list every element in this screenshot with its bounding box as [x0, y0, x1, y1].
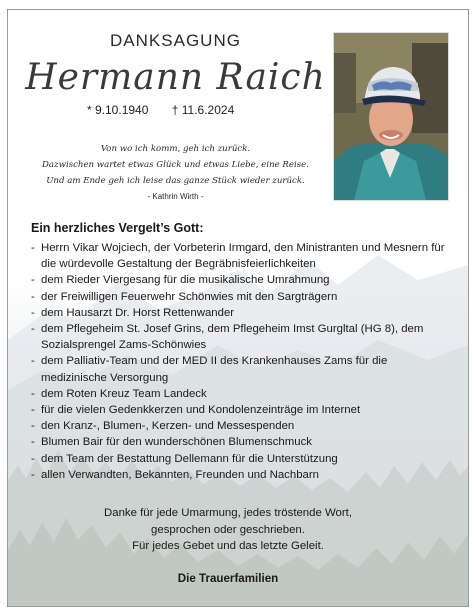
thanks-list	[31, 240, 451, 483]
list-item: - Herrn Vikar Wojciech, der Vorbeterin Irmgard, den Ministranten und Mesnern für die würdevolle Gestaltung der Begräbnisfeierlichkeiten	[31, 240, 451, 272]
portrait-image	[334, 33, 448, 200]
obituary-card	[7, 9, 469, 607]
closing-line: gesprochen oder geschrieben.	[151, 523, 305, 536]
closing-text	[68, 505, 388, 555]
life-dates	[87, 103, 277, 117]
list-item: - der Freiwilligen Feuerwehr Schönwies mit den Sargträgern	[31, 289, 451, 305]
thanks-title: Ein herzliches Vergelt’s Gott:	[31, 221, 204, 235]
poem	[8, 141, 343, 205]
closing-line: Für jedes Gebet und das letzte Geleit.	[132, 540, 324, 552]
poem-line: Dazwischen wartet etwas Glück und etwas Liebe, eine Reise.	[42, 160, 309, 170]
signature: Die Trauerfamilien	[177, 572, 279, 585]
heading-danksagung: DANKSAGUNG	[110, 31, 241, 50]
poem-line: Und am Ende geh ich leise das ganze Stück wieder zurück.	[46, 176, 305, 186]
list-item: - dem Palliativ-Team und der MED II des Krankenhauses Zams für die medizinische Versorgung	[31, 353, 451, 385]
card-content	[8, 10, 468, 606]
closing-line: Danke für jede Umarmung, jedes tröstende Wort,	[104, 507, 352, 519]
list-item: - dem Hausarzt Dr. Horst Rettenwander	[31, 305, 451, 321]
list-item: - dem Rieder Viergesang für die musikalische Umrahmung	[31, 272, 451, 288]
death-date: † 11.6.2024	[171, 103, 235, 117]
poem-author: - Kathrin Wirth -	[147, 192, 204, 201]
list-item: - dem Team der Bestattung Dellemann für die Unterstützung	[31, 451, 451, 467]
list-item: - Blumen Bair für den wunderschönen Blumenschmuck	[31, 434, 451, 450]
portrait-photo	[333, 32, 449, 201]
birth-date: * 9.10.1940	[87, 103, 149, 117]
list-item: - dem Roten Kreuz Team Landeck	[31, 386, 451, 402]
list-item: - allen Verwandten, Bekannten, Freunden und Nachbarn	[31, 467, 451, 483]
list-item: - für die vielen Gedenkkerzen und Kondolenzeinträge im Internet	[31, 402, 451, 418]
deceased-name: Hermann Raich	[25, 57, 326, 98]
poem-line: Von wo ich komm, geh ich zurück.	[100, 144, 251, 154]
list-item: - dem Pflegeheim St. Josef Grins, dem Pflegeheim Imst Gurgltal (HG 8), dem Sozialsprengel Zams-Schönwies	[31, 321, 451, 353]
list-item: - den Kranz-, Blumen-, Kerzen- und Messespenden	[31, 418, 451, 434]
